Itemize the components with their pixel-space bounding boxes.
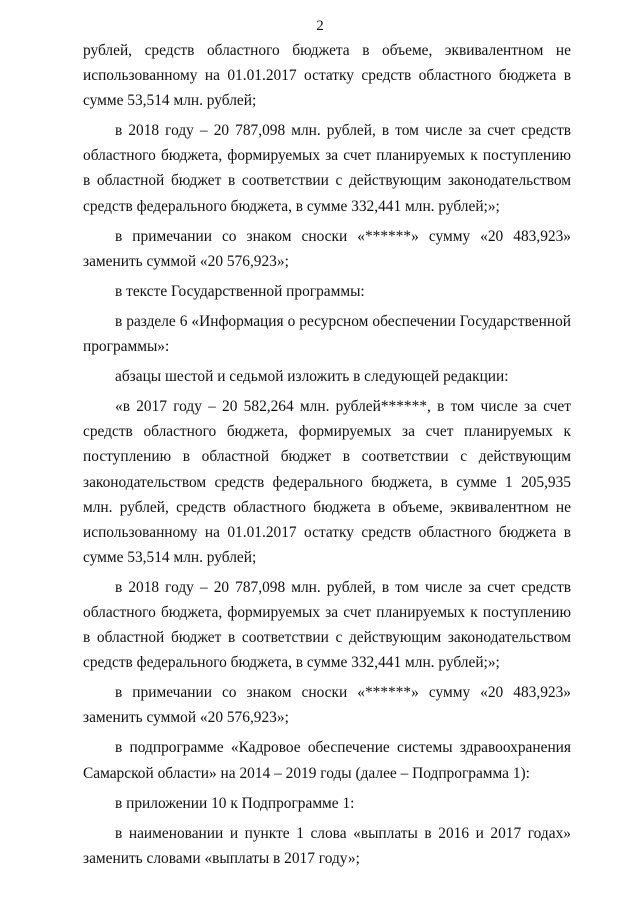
paragraph-naming-amendment: в наименовании и пункте 1 слова «выплаты в 2016 и 2017 годах» заменить словами «выплаты в 2017 году»; [83, 824, 571, 867]
paragraph-continuation: рублей, средств областного бюджета в объеме, эквивалентном не использованному на 01.01.2017 остатку средств областного бюджета в сумме 53,514 млн. рублей; [83, 42, 571, 110]
paragraph-2018-funding-repeat: в 2018 году – 20 787,098 млн. рублей, в том числе за счет средств областного бюджета, формируемых за счет планируемых к поступлению в областной бюджет в соответствии с действующим законодательством средств федерального бюджета, в сумме 332,441 млн. рублей;»; [83, 578, 571, 672]
paragraph-abzacy-instruction: абзацы шестой и седьмой изложить в следующей редакции: [115, 368, 509, 386]
paragraph-program-text: в тексте Государственной программы: [115, 282, 365, 300]
paragraph-2018-funding: в 2018 году – 20 787,098 млн. рублей, в том числе за счет средств областного бюджета, формируемых за счет планируемых к поступлению в областной бюджет в соответствии с действующим законодательством средств федерального бюджета, в сумме 332,441 млн. рублей;»; [83, 122, 571, 215]
paragraph-section-6: в разделе 6 «Информация о ресурсном обеспечении Государственной программы»: [83, 312, 571, 356]
paragraph-footnote-amendment: в примечании со знаком сноски «******» сумму «20 483,923» заменить суммой «20 576,923»; [83, 227, 571, 270]
page-number: 2 [316, 18, 324, 34]
paragraph-appendix-10: в приложении 10 к Подпрограмме 1: [115, 794, 355, 812]
paragraph-2017-funding: «в 2017 году – 20 582,264 млн. рублей******, в том числе за счет средств областного бюджета, формируемых за счет планируемых к поступлению в областной бюджет в соответствии с действующим законодательством средств федерального бюджета, в сумме 1 205,935 млн. рублей, средств областного бюджета в объеме, эквивалентном не использованному на 01.01.2017 остатку средств областного бюджета в сумме 53,514 млн. рублей; [83, 398, 571, 566]
document-body [83, 38, 571, 876]
paragraph-footnote-amendment-repeat: в примечании со знаком сноски «******» сумму «20 483,923» заменить суммой «20 576,923»; [83, 684, 571, 727]
paragraph-subprogram-1: в подпрограмме «Кадровое обеспечение системы здравоохранения Самарской области» на 2014 – 2019 годы (далее – Подпрограмма 1): [83, 739, 571, 782]
